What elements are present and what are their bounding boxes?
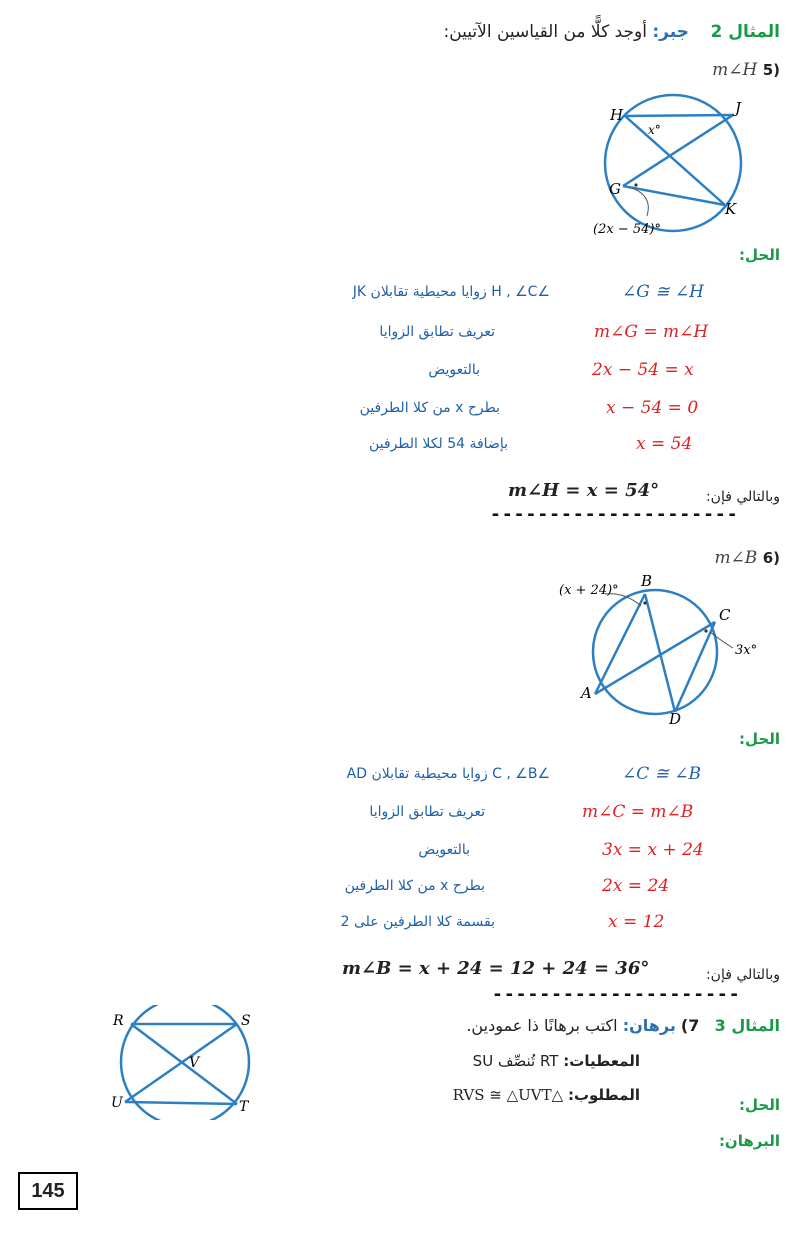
p5-stmt-3: 2x − 54 = x xyxy=(592,360,694,380)
p5-stmt-2: m∠G = m∠H xyxy=(594,322,709,342)
p6-stmt-4: 2x = 24 xyxy=(602,876,670,896)
p6-reason-3: بالتعويض xyxy=(418,842,470,858)
label-expr-5: (2x − 54)° xyxy=(593,222,661,237)
example2-instruction: أوجد كلًّا من القياسين الآتيين: xyxy=(443,22,647,42)
label-C: C xyxy=(719,606,731,624)
label-B: B xyxy=(641,572,653,590)
label-D: D xyxy=(669,710,682,724)
example3-prove: المطلوب: △RVS ≅ △UVT xyxy=(452,1086,640,1104)
p5-reason-4: بطرح x من كلا الطرفين xyxy=(359,400,500,416)
label-expr2-6: 3x° xyxy=(735,643,758,658)
label-S: S xyxy=(241,1013,251,1029)
label-H: H xyxy=(610,106,624,124)
problem5-result: وبالتالي فإن: xyxy=(705,489,780,505)
p6-stmt-3: 3x = x + 24 xyxy=(602,840,704,860)
p6-reason-4: بطرح x من كلا الطرفين xyxy=(344,878,485,894)
page-number-box xyxy=(18,1172,78,1210)
divider-2: --------------------- xyxy=(492,984,741,1005)
label-G: G xyxy=(609,180,621,198)
circle-figure-6 xyxy=(555,572,785,724)
label-A: A xyxy=(581,684,592,702)
problem5-solution-label: الحل: xyxy=(739,246,780,264)
example3-header: المثال 3 7) برهان: اكتب برهانًا ذا عمودين. xyxy=(466,1016,780,1035)
p6-reason-5: بقسمة كلا الطرفين على 2 xyxy=(340,914,495,930)
p5-reason-1: ∠H , ∠C زوايا محيطية تقابلان JK xyxy=(352,284,550,300)
example3-given: المعطيات: RT تُنصِّف SU xyxy=(472,1052,640,1070)
divider-1: --------------------- xyxy=(490,504,739,525)
label-R: R xyxy=(113,1013,124,1029)
example3-title: المثال 3 xyxy=(714,1016,780,1035)
label-K: K xyxy=(725,200,737,218)
problem6-result: وبالتالي فإن: xyxy=(705,967,780,983)
problem5-question: m∠H 5) xyxy=(712,60,780,80)
p6-reason-2: تعريف تطابق الزوايا xyxy=(369,804,485,820)
p6-stmt-1: ∠C ≅ ∠B xyxy=(622,764,702,784)
problem6-result-value: m∠B = x + 24 = 12 + 24 = 36° xyxy=(342,958,650,979)
example3-proof-label: البرهان: xyxy=(718,1132,780,1150)
p5-stmt-5: x = 54 xyxy=(636,434,693,454)
problem6-solution-label: الحل: xyxy=(739,730,780,748)
problem6-question: m∠B 6) xyxy=(714,548,780,568)
label-U: U xyxy=(111,1095,123,1111)
page-number: 145 xyxy=(31,1179,65,1202)
p5-reason-5: بإضافة 54 لكلا الطرفين xyxy=(369,436,508,452)
p5-reason-3: بالتعويض xyxy=(428,362,480,378)
p5-reason-2: تعريف تطابق الزوايا xyxy=(379,324,495,340)
example3-solution-label: الحل: xyxy=(739,1096,780,1114)
circle-6 xyxy=(593,590,717,714)
label-expr1-6: (x + 24)° xyxy=(559,583,619,598)
p6-stmt-5: x = 12 xyxy=(608,912,665,932)
label-x: x° xyxy=(648,123,661,137)
example2-header xyxy=(443,22,780,42)
circle-figure-5 xyxy=(585,88,755,248)
problem5-result-value: m∠H = x = 54° xyxy=(508,480,660,501)
example2-tag: جبر: xyxy=(652,22,689,42)
circle-figure-7 xyxy=(105,1005,270,1120)
p6-reason-1: ∠C , ∠B زوايا محيطية تقابلان AD xyxy=(346,766,550,782)
label-V: V xyxy=(189,1055,200,1071)
p5-stmt-1: ∠G ≅ ∠H xyxy=(622,282,704,302)
p6-stmt-2: m∠C = m∠B xyxy=(582,802,694,822)
label-T: T xyxy=(239,1099,249,1115)
p5-stmt-4: x − 54 = 0 xyxy=(606,398,699,418)
label-J: J xyxy=(735,99,742,117)
example2-title: المثال 2 xyxy=(710,22,780,42)
